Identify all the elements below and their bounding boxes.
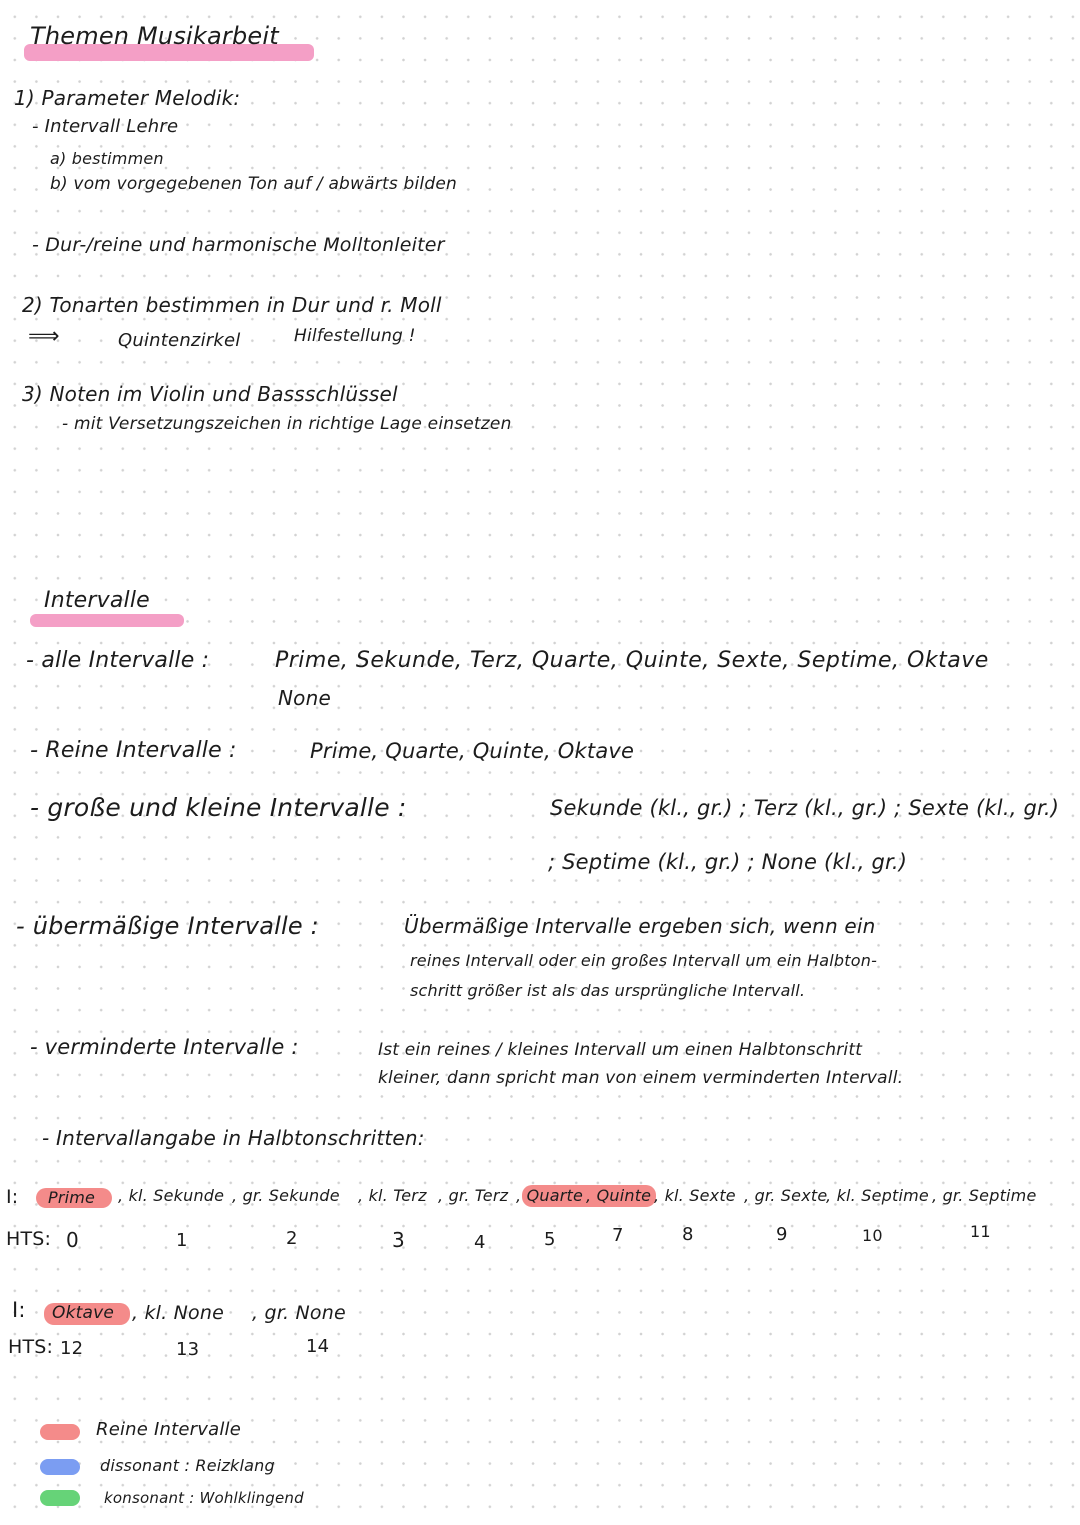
augmented-text-3: schritt größer ist als das ursprüngliche Intervall. xyxy=(410,981,806,1000)
augmented-text-2: reines Intervall oder ein großes Intervall um ein Halbton- xyxy=(410,951,878,970)
all-intervals-label: - alle Intervalle : xyxy=(26,648,210,673)
legend-label: konsonant : Wohlklingend xyxy=(104,1489,304,1507)
topic-1-intervall-lehre: - Intervall Lehre xyxy=(32,116,179,137)
major-minor-label: - große und kleine Intervalle : xyxy=(30,793,407,822)
row-1-hts-label: HTS: xyxy=(6,1228,52,1250)
intervalle-highlight xyxy=(30,614,184,627)
interval-name: , gr. Terz xyxy=(438,1186,509,1205)
interval-name: , kl. Terz xyxy=(358,1186,427,1205)
topic-2-hilfestellung: Hilfestellung ! xyxy=(294,326,416,346)
legend-label: Reine Intervalle xyxy=(96,1419,241,1440)
semitone-value: 2 xyxy=(286,1228,298,1249)
interval-name: , Quinte xyxy=(586,1186,652,1205)
semitone-value: 4 xyxy=(474,1232,486,1253)
pure-intervals-label: - Reine Intervalle : xyxy=(30,738,237,763)
all-intervals-none: None xyxy=(278,686,331,710)
topic-1-b: b) vom vorgegebenen Ton auf / abwärts bilden xyxy=(50,174,457,194)
topic-3-heading: 3) Noten im Violin und Bassschlüssel xyxy=(22,382,398,406)
diminished-text-1: Ist ein reines / kleines Intervall um einen Halbtonschritt xyxy=(378,1040,863,1060)
semitone-value: 5 xyxy=(544,1229,556,1250)
augmented-label: - übermäßige Intervalle : xyxy=(16,912,319,940)
topic-3-sub: - mit Versetzungszeichen in richtige Lage einsetzen xyxy=(62,414,512,434)
semitone-label: - Intervallangabe in Halbtonschritten: xyxy=(42,1126,425,1150)
interval-name: , kl. Sexte xyxy=(654,1186,736,1205)
interval-name: , gr. Sekunde xyxy=(232,1186,340,1205)
semitone-value: 3 xyxy=(392,1228,405,1252)
major-minor-list-1: Sekunde (kl., gr.) ; Terz (kl., gr.) ; Sexte (kl., gr.) xyxy=(550,796,1060,820)
interval-name: , gr. Sexte xyxy=(744,1186,828,1205)
topic-1-tonleiter: - Dur-/reine und harmonische Molltonleiter xyxy=(32,234,445,256)
arrow-icon: ⟹ xyxy=(28,324,60,349)
row-1-marker: I: xyxy=(6,1186,19,1208)
intervalle-heading: Intervalle xyxy=(44,588,150,613)
oktave-name: Oktave xyxy=(52,1303,115,1323)
semitone-value: 11 xyxy=(970,1222,991,1241)
pure-intervals-list: Prime, Quarte, Quinte, Oktave xyxy=(310,739,635,763)
diminished-label: - verminderte Intervalle : xyxy=(30,1035,299,1059)
major-minor-list-2: ; Septime (kl., gr.) ; None (kl., gr.) xyxy=(548,850,908,874)
semitone-value: 8 xyxy=(682,1224,694,1245)
row-2-hts-label: HTS: xyxy=(8,1336,54,1358)
semitone-value: 10 xyxy=(862,1226,883,1245)
semitone-value: 14 xyxy=(306,1336,330,1357)
legend-label: dissonant : Reizklang xyxy=(100,1456,275,1475)
semitone-value: 1 xyxy=(176,1230,188,1251)
interval-name: Prime xyxy=(48,1188,96,1207)
all-intervals-list: Prime, Sekunde, Terz, Quarte, Quinte, Sexte, Septime, Oktave xyxy=(275,648,989,673)
semitone-value: 0 xyxy=(66,1228,79,1252)
semitone-value: 12 xyxy=(60,1338,84,1359)
interval-name: , Quarte xyxy=(516,1186,584,1205)
page-title: Themen Musikarbeit xyxy=(30,22,279,50)
interval-name: , kl. Septime xyxy=(826,1186,929,1205)
interval-name: , kl. None xyxy=(132,1302,225,1324)
semitone-value: 13 xyxy=(176,1339,200,1360)
topic-2-heading: 2) Tonarten bestimmen in Dur und r. Moll xyxy=(22,293,442,317)
diminished-text-2: kleiner, dann spricht man von einem verminderten Intervall. xyxy=(378,1068,904,1088)
row-2-marker: I: xyxy=(12,1298,26,1322)
interval-name: , kl. Sekunde xyxy=(118,1186,225,1205)
topic-1-a: a) bestimmen xyxy=(50,149,164,168)
topic-2-quintenzirkel: Quintenzirkel xyxy=(118,330,241,351)
augmented-text-1: Übermäßige Intervalle ergeben sich, wenn ein xyxy=(404,914,876,938)
legend-swatch-green xyxy=(40,1490,80,1506)
interval-name: , gr. None xyxy=(252,1302,346,1324)
legend-swatch-red xyxy=(40,1424,80,1440)
topic-1-heading: 1) Parameter Melodik: xyxy=(14,86,241,110)
semitone-value: 7 xyxy=(612,1225,624,1246)
semitone-value: 9 xyxy=(776,1224,788,1245)
interval-name: , gr. Septime xyxy=(932,1186,1037,1205)
legend-swatch-blue xyxy=(40,1459,80,1475)
